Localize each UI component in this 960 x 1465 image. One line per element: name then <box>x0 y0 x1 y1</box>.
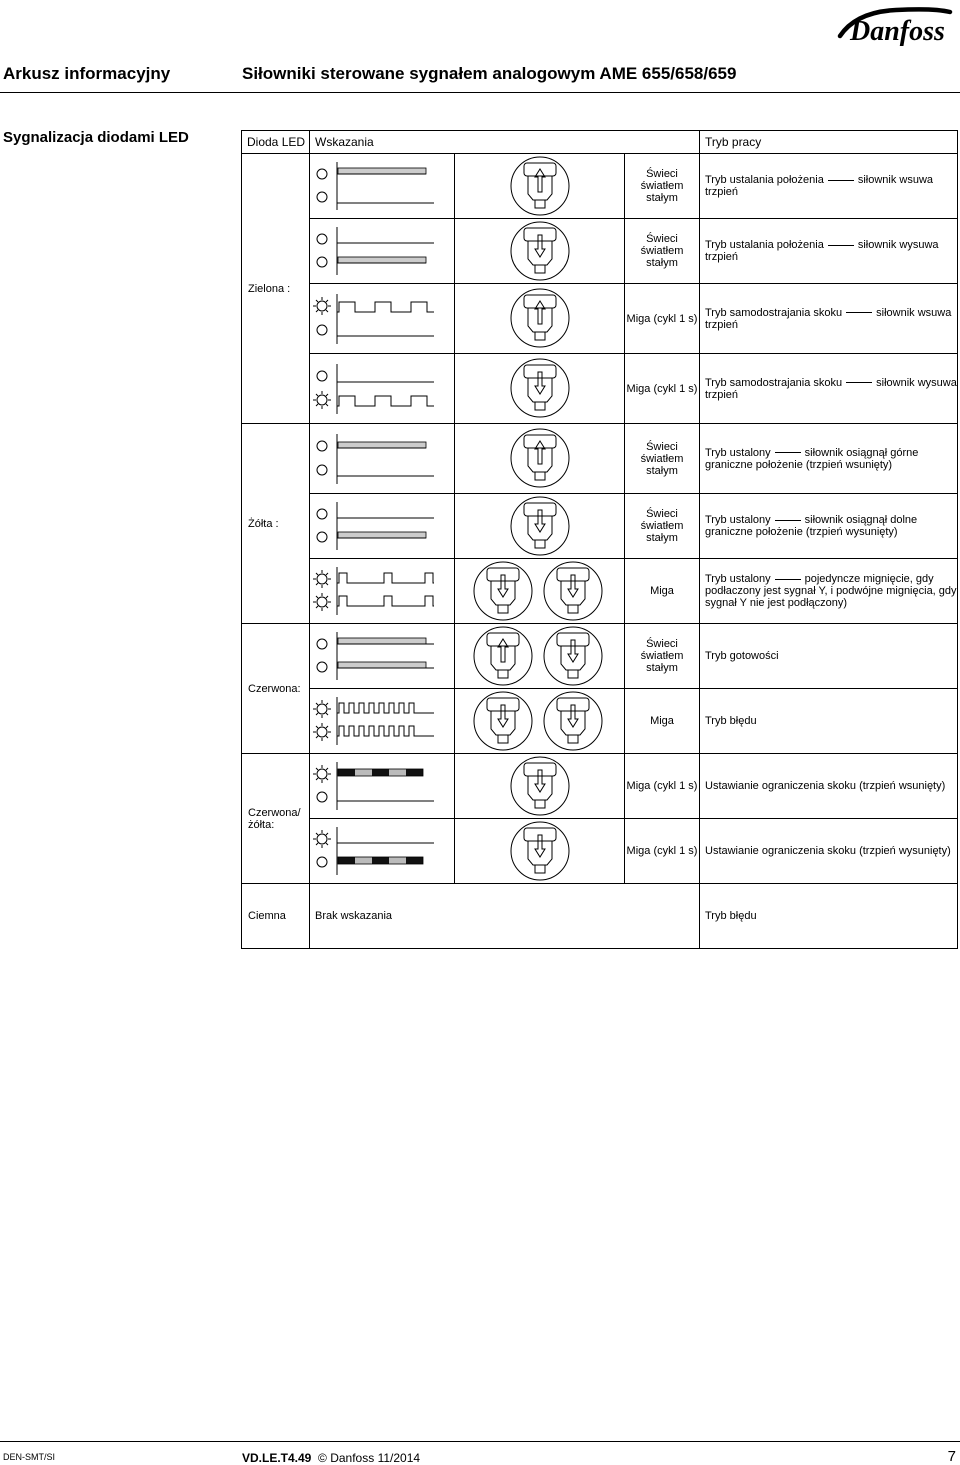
status-text: Świeci światłem stałym <box>625 624 700 689</box>
led-yellow: Żółta : <box>242 424 310 624</box>
footer-code: DEN-SMT/SI <box>3 1452 56 1462</box>
indication-text: Brak wskazania <box>310 884 700 949</box>
mode-text: Tryb samodostrajania skoku siłownik wsuwa trzpień <box>700 284 958 354</box>
actuator-icons <box>455 494 625 559</box>
signal-diagram <box>310 154 455 219</box>
section-title: Sygnalizacja diodami LED <box>3 129 189 146</box>
status-text: Świeci światłem stałym <box>625 154 700 219</box>
signal-diagram <box>310 819 455 884</box>
actuator-icons <box>455 754 625 819</box>
actuator-icons <box>455 689 625 754</box>
svg-text:Danfoss: Danfoss <box>850 16 945 47</box>
signal-diagram <box>310 354 455 424</box>
signal-diagram <box>310 494 455 559</box>
status-text: Miga (cykl 1 s) <box>625 354 700 424</box>
actuator-icons <box>455 819 625 884</box>
mode-text: Ustawianie ograniczenia skoku (trzpień wsunięty) <box>700 754 958 819</box>
status-text: Świeci światłem stałym <box>625 494 700 559</box>
header-led: Dioda LED <box>242 131 310 154</box>
mode-text: Tryb samodostrajania skoku siłownik wysuwa trzpień <box>700 354 958 424</box>
actuator-icons <box>455 219 625 284</box>
header-mode: Tryb pracy <box>700 131 958 154</box>
table-row <box>242 494 958 559</box>
table-row <box>242 154 958 219</box>
signal-diagram <box>310 624 455 689</box>
table-row <box>242 884 958 949</box>
danfoss-logo <box>836 2 954 48</box>
mode-text: Ustawianie ograniczenia skoku (trzpień wysunięty) <box>700 819 958 884</box>
table-row <box>242 354 958 424</box>
footer-doc: VD.LE.T4.49 © Danfoss 11/2014 <box>242 1451 421 1465</box>
signal-diagram <box>310 284 455 354</box>
table-row <box>242 624 958 689</box>
doc-title: Siłowniki sterowane sygnałem analogowym AME 655/658/659 <box>242 64 737 83</box>
table-row <box>242 284 958 354</box>
status-text: Miga (cykl 1 s) <box>625 284 700 354</box>
mode-text: Tryb błędu <box>700 689 958 754</box>
table-row <box>242 219 958 284</box>
actuator-icons <box>455 624 625 689</box>
table-row <box>242 424 958 494</box>
mode-text: Tryb ustalony pojedyncze mignięcie, gdy podłaczony jest sygnał Y, i podwójne mignięcia, gdy sygnał Y nie jest podłączony) <box>700 559 958 624</box>
status-text: Świeci światłem stałym <box>625 219 700 284</box>
mode-text: Tryb ustalania położenia siłownik wsuwa trzpień <box>700 154 958 219</box>
table-row <box>242 754 958 819</box>
signal-diagram <box>310 559 455 624</box>
mode-text: Tryb ustalony siłownik osiągnął górne graniczne położenie (trzpień wsunięty) <box>700 424 958 494</box>
mode-text: Tryb ustalony siłownik osiągnął dolne graniczne położenie (trzpień wysunięty) <box>700 494 958 559</box>
mode-text: Tryb ustalania położenia siłownik wysuwa trzpień <box>700 219 958 284</box>
actuator-icons <box>455 284 625 354</box>
signal-diagram <box>310 424 455 494</box>
actuator-icons <box>455 559 625 624</box>
status-text: Miga <box>625 689 700 754</box>
led-red: Czerwona: <box>242 624 310 754</box>
table-header <box>242 131 958 154</box>
table-row <box>242 559 958 624</box>
actuator-icons <box>455 354 625 424</box>
mode-text: Tryb błędu <box>700 884 958 949</box>
status-text: Miga (cykl 1 s) <box>625 819 700 884</box>
doc-type: Arkusz informacyjny <box>3 64 171 83</box>
status-text: Świeci światłem stałym <box>625 424 700 494</box>
table-row <box>242 819 958 884</box>
signal-diagram <box>310 754 455 819</box>
mode-text: Tryb gotowości <box>700 624 958 689</box>
actuator-icons <box>455 424 625 494</box>
signal-diagram <box>310 689 455 754</box>
actuator-icons <box>455 154 625 219</box>
footer-divider <box>0 1441 960 1442</box>
led-red-yellow: Czerwona/ żółta: <box>242 754 310 884</box>
header-divider <box>0 92 960 93</box>
led-table <box>241 130 958 949</box>
led-dark: Ciemna <box>242 884 310 949</box>
header-indications: Wskazania <box>310 131 700 154</box>
status-text: Miga <box>625 559 700 624</box>
led-green: Zielona : <box>242 154 310 424</box>
status-text: Miga (cykl 1 s) <box>625 754 700 819</box>
page-number: 7 <box>947 1448 956 1465</box>
table-row <box>242 689 958 754</box>
signal-diagram <box>310 219 455 284</box>
